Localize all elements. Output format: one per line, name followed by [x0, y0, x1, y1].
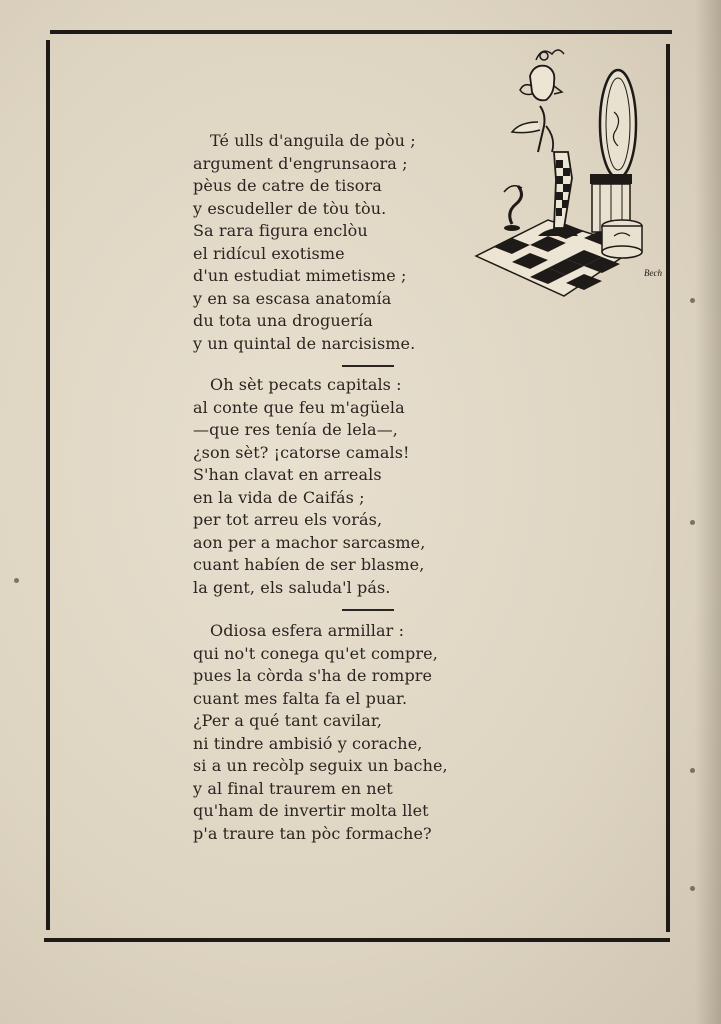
- punch-mark: [690, 520, 695, 525]
- frame-left: [46, 40, 50, 930]
- poem-line: qu'ham de invertir molta llet: [193, 801, 429, 820]
- punch-mark: [690, 768, 695, 773]
- poem-line: pèus de catre de tisora: [193, 176, 382, 195]
- caricature-figure-icon: [512, 50, 578, 236]
- stanza-3: [193, 620, 448, 845]
- poem-line: al conte que feu m'agüela: [193, 397, 405, 417]
- poem-line: aon per a machor sarcasme,: [193, 532, 426, 552]
- stanza-2: [193, 374, 425, 599]
- poem-line: p'a traure tan pòc formache?: [193, 823, 432, 843]
- poem-line: —que res tenía de lela—,: [193, 420, 398, 439]
- poem-line: y un quintal de narcisisme.: [193, 333, 416, 353]
- poem-line: Té ulls d'anguila de pòu ;: [210, 131, 416, 150]
- poem-line: ¿Per a qué tant cavilar,: [193, 711, 383, 730]
- poem-line: y en sa escasa anatomía: [193, 288, 392, 308]
- poem-line: du tota una droguería: [193, 311, 373, 330]
- poem-line: pues la còrda s'ha de rompre: [193, 666, 433, 685]
- poem-line: el ridícul exotisme: [193, 243, 345, 263]
- frame-bottom: [44, 938, 670, 942]
- caricature-illustration: [468, 42, 668, 302]
- punch-mark: [690, 298, 695, 303]
- stanza-separator: [342, 365, 394, 367]
- poem-line: y al final traurem en net: [193, 778, 393, 798]
- frame-top: [50, 30, 672, 34]
- punch-mark: [14, 578, 19, 583]
- page-edge-shadow: [695, 0, 721, 1024]
- stanza-separator: [342, 609, 394, 611]
- stanza-1: [193, 130, 416, 355]
- poem-line: S'han clavat en arreals: [193, 465, 382, 484]
- poem-line: Sa rara figura enclòu: [193, 221, 368, 240]
- poem-line: si a un recòlp seguix un bache,: [193, 756, 448, 775]
- poem-line: qui no't conega qu'et compre,: [193, 643, 438, 663]
- snake-figure-icon: [504, 186, 522, 231]
- poem-line: argument d'engrunsaora ;: [193, 153, 408, 173]
- poem-line: ni tindre ambisió y corache,: [193, 733, 423, 753]
- mirror-icon: [590, 70, 636, 232]
- poem-line: ¿son sèt? ¡catorse camals!: [193, 442, 410, 462]
- poem-line: cuant mes falta fa el puar.: [193, 688, 408, 708]
- artist-signature: Bech: [644, 268, 662, 278]
- poem-line: y escudeller de tòu tòu.: [193, 198, 387, 218]
- poem-line: d'un estudiat mimetisme ;: [193, 266, 407, 285]
- poem-line: la gent, els saluda'l pás.: [193, 577, 391, 597]
- poem-line: per tot arreu els vorás,: [193, 510, 383, 529]
- hatbox-icon: [602, 220, 642, 258]
- poem-line: en la vida de Caifás ;: [193, 487, 365, 507]
- poem-line: Oh sèt pecats capitals :: [210, 375, 402, 394]
- poem-line: cuant habíen de ser blasme,: [193, 555, 425, 574]
- punch-mark: [690, 886, 695, 891]
- poem-line: Odiosa esfera armillar :: [210, 621, 405, 640]
